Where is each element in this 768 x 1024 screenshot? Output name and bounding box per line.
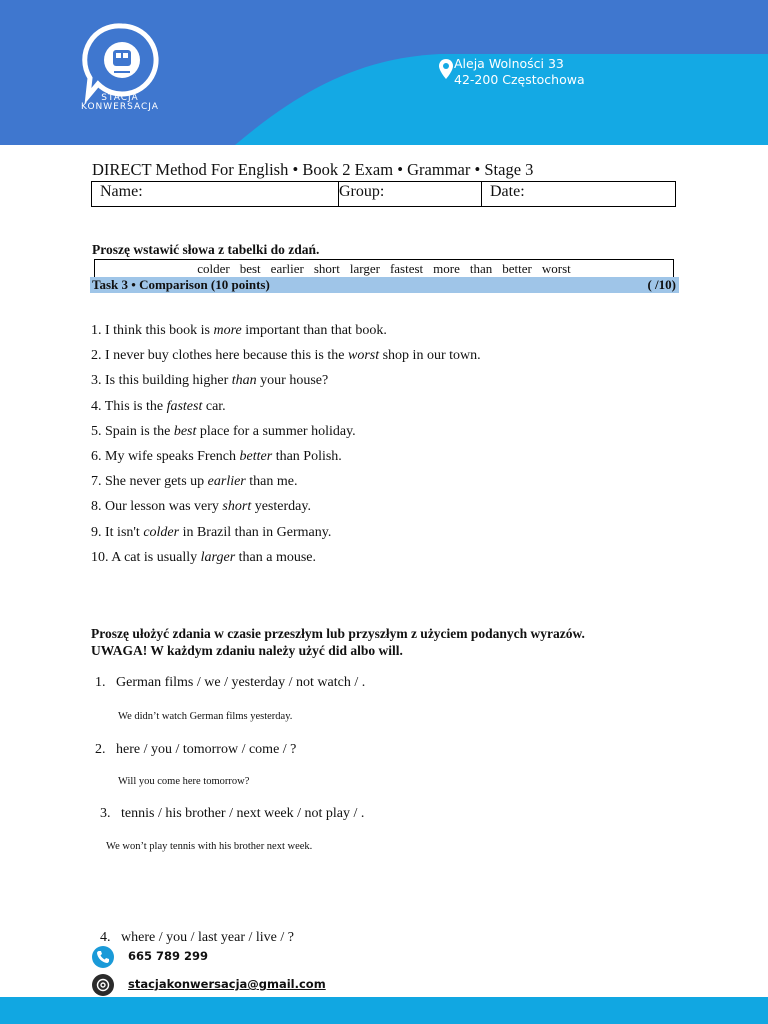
sentence-answer[interactable]: best [173, 423, 197, 439]
sentence-item [91, 370, 481, 395]
word-bank-item: larger [349, 261, 380, 276]
sentence-text: than me. [245, 474, 298, 490]
sentence-answer[interactable]: more [213, 323, 242, 338]
sentence-item [91, 320, 481, 345]
sentence-answer[interactable]: worst [347, 348, 380, 364]
sentence-text: yesterday. [251, 499, 311, 515]
sentence-answer[interactable]: earlier [207, 474, 246, 490]
sentence-item [91, 345, 481, 370]
sentence-item [91, 421, 481, 446]
sentence-text: place for a summer holiday. [196, 423, 356, 439]
sentence-text: shop in our town. [379, 348, 481, 364]
exercise-number: 3. [100, 806, 111, 821]
address-line1: Aleja Wolności 33 [454, 56, 564, 71]
instruction-line: UWAGA! W każdym zdaniu należy użyć did albo will. [91, 643, 403, 658]
name-field[interactable]: Name: [92, 182, 339, 206]
word-bank-item: worst [541, 261, 571, 276]
exercise-prompt-text: where / you / last year / live / ? [121, 930, 294, 945]
sentence-text: 8. Our lesson was very [91, 499, 223, 515]
task-header-bar [90, 277, 679, 293]
logo-text [58, 94, 182, 112]
email-address[interactable]: stacjakonwersacja@gmail.com [128, 977, 326, 991]
word-bank-item: better [502, 261, 532, 276]
footer-bar [0, 997, 768, 1024]
sentence-text: 2. I never buy clothes here because this is the [91, 348, 348, 364]
student-info-table [91, 181, 676, 207]
sentence-text: 3. Is this building higher [91, 373, 232, 389]
sentence-answer[interactable]: than [231, 373, 257, 389]
sentence-text: 6. My wife speaks French [91, 448, 240, 464]
sentence-text: 4. This is the [91, 398, 167, 414]
sentence-text: than Polish. [272, 448, 342, 464]
instruction-line: Proszę ułożyć zdania w czasie przeszłym lub przyszłym z użyciem podanych wyrazów. [91, 626, 585, 641]
word-bank-item: more [433, 261, 460, 276]
sentence-item [91, 547, 481, 572]
phone-icon [92, 946, 114, 968]
task-title: Task 3 • Comparison (10 points) [92, 277, 270, 292]
email-icon [92, 974, 114, 996]
exercise-prompt-text: German films / we / yesterday / not watch / . [116, 675, 366, 690]
exercise-prompt-text: tennis / his brother / next week / not play / . [121, 806, 365, 821]
exercise-answer[interactable]: We won’t play tennis with his brother next week. [106, 841, 313, 852]
logo-text-line2: KONWERSACJA [81, 102, 159, 112]
sentence-item [91, 396, 481, 421]
sentence-text: 10. A cat is usually [91, 549, 201, 565]
sentence-answer[interactable]: better [239, 448, 273, 464]
sentence-text: your house? [256, 373, 329, 389]
sentence-answer[interactable]: larger [200, 549, 236, 565]
sentence-item [91, 522, 481, 547]
task-score: ( /10) [647, 277, 676, 292]
sentence-text: 9. It isn't [91, 524, 144, 540]
word-bank-item: fastest [389, 261, 424, 276]
word-bank-item: than [469, 261, 493, 276]
sentence-text: important than that book. [241, 323, 387, 338]
sentence-answer[interactable]: colder [143, 524, 180, 540]
sentence-answer[interactable]: fastest [166, 398, 203, 414]
word-bank-item: earlier [270, 261, 304, 276]
group-field[interactable]: Group: [339, 182, 482, 206]
document-title: DIRECT Method For English • Book 2 Exam • Grammar • Stage 3 [92, 160, 534, 179]
sentence-item [91, 496, 481, 521]
word-bank [94, 259, 674, 278]
instruction-build-sentences [91, 625, 585, 659]
exercise-number: 1. [95, 675, 106, 690]
exercise-prompt [100, 930, 294, 946]
sentence-text: 1. I think this book is [91, 323, 214, 338]
sentence-text: in Brazil than in Germany. [179, 524, 332, 540]
sentence-item [91, 471, 481, 496]
sentence-list [91, 320, 481, 572]
exercise-prompt-text: here / you / tomorrow / come / ? [116, 742, 297, 757]
phone-number[interactable]: 665 789 299 [128, 949, 209, 963]
word-bank-item: colder [197, 261, 230, 276]
exercise-prompt [95, 742, 296, 758]
exercise-prompt [100, 806, 364, 822]
exercise-number: 4. [100, 930, 111, 945]
sentence-text: 5. Spain is the [91, 423, 174, 439]
sentence-text: car. [202, 398, 226, 414]
logo-text-line1: STACJA [101, 93, 139, 103]
word-bank-item: short [313, 261, 340, 276]
exercise-answer[interactable]: We didn’t watch German films yesterday. [118, 711, 293, 722]
sentence-item [91, 446, 481, 471]
exercise-number: 2. [95, 742, 106, 757]
exercise-prompt [95, 675, 365, 691]
sentence-text: than a mouse. [235, 549, 317, 565]
sentence-text: 7. She never gets up [91, 474, 208, 490]
date-field[interactable]: Date: [490, 183, 525, 200]
exercise-answer[interactable]: Will you come here tomorrow? [118, 776, 250, 787]
instruction-fill-words: Proszę wstawić słowa z tabelki do zdań. [92, 242, 320, 257]
address-line2: 42-200 Częstochowa [454, 72, 585, 87]
header-banner [0, 0, 768, 145]
word-bank-item: best [239, 261, 261, 276]
location-pin-icon [438, 58, 454, 80]
sentence-answer[interactable]: short [222, 499, 252, 515]
